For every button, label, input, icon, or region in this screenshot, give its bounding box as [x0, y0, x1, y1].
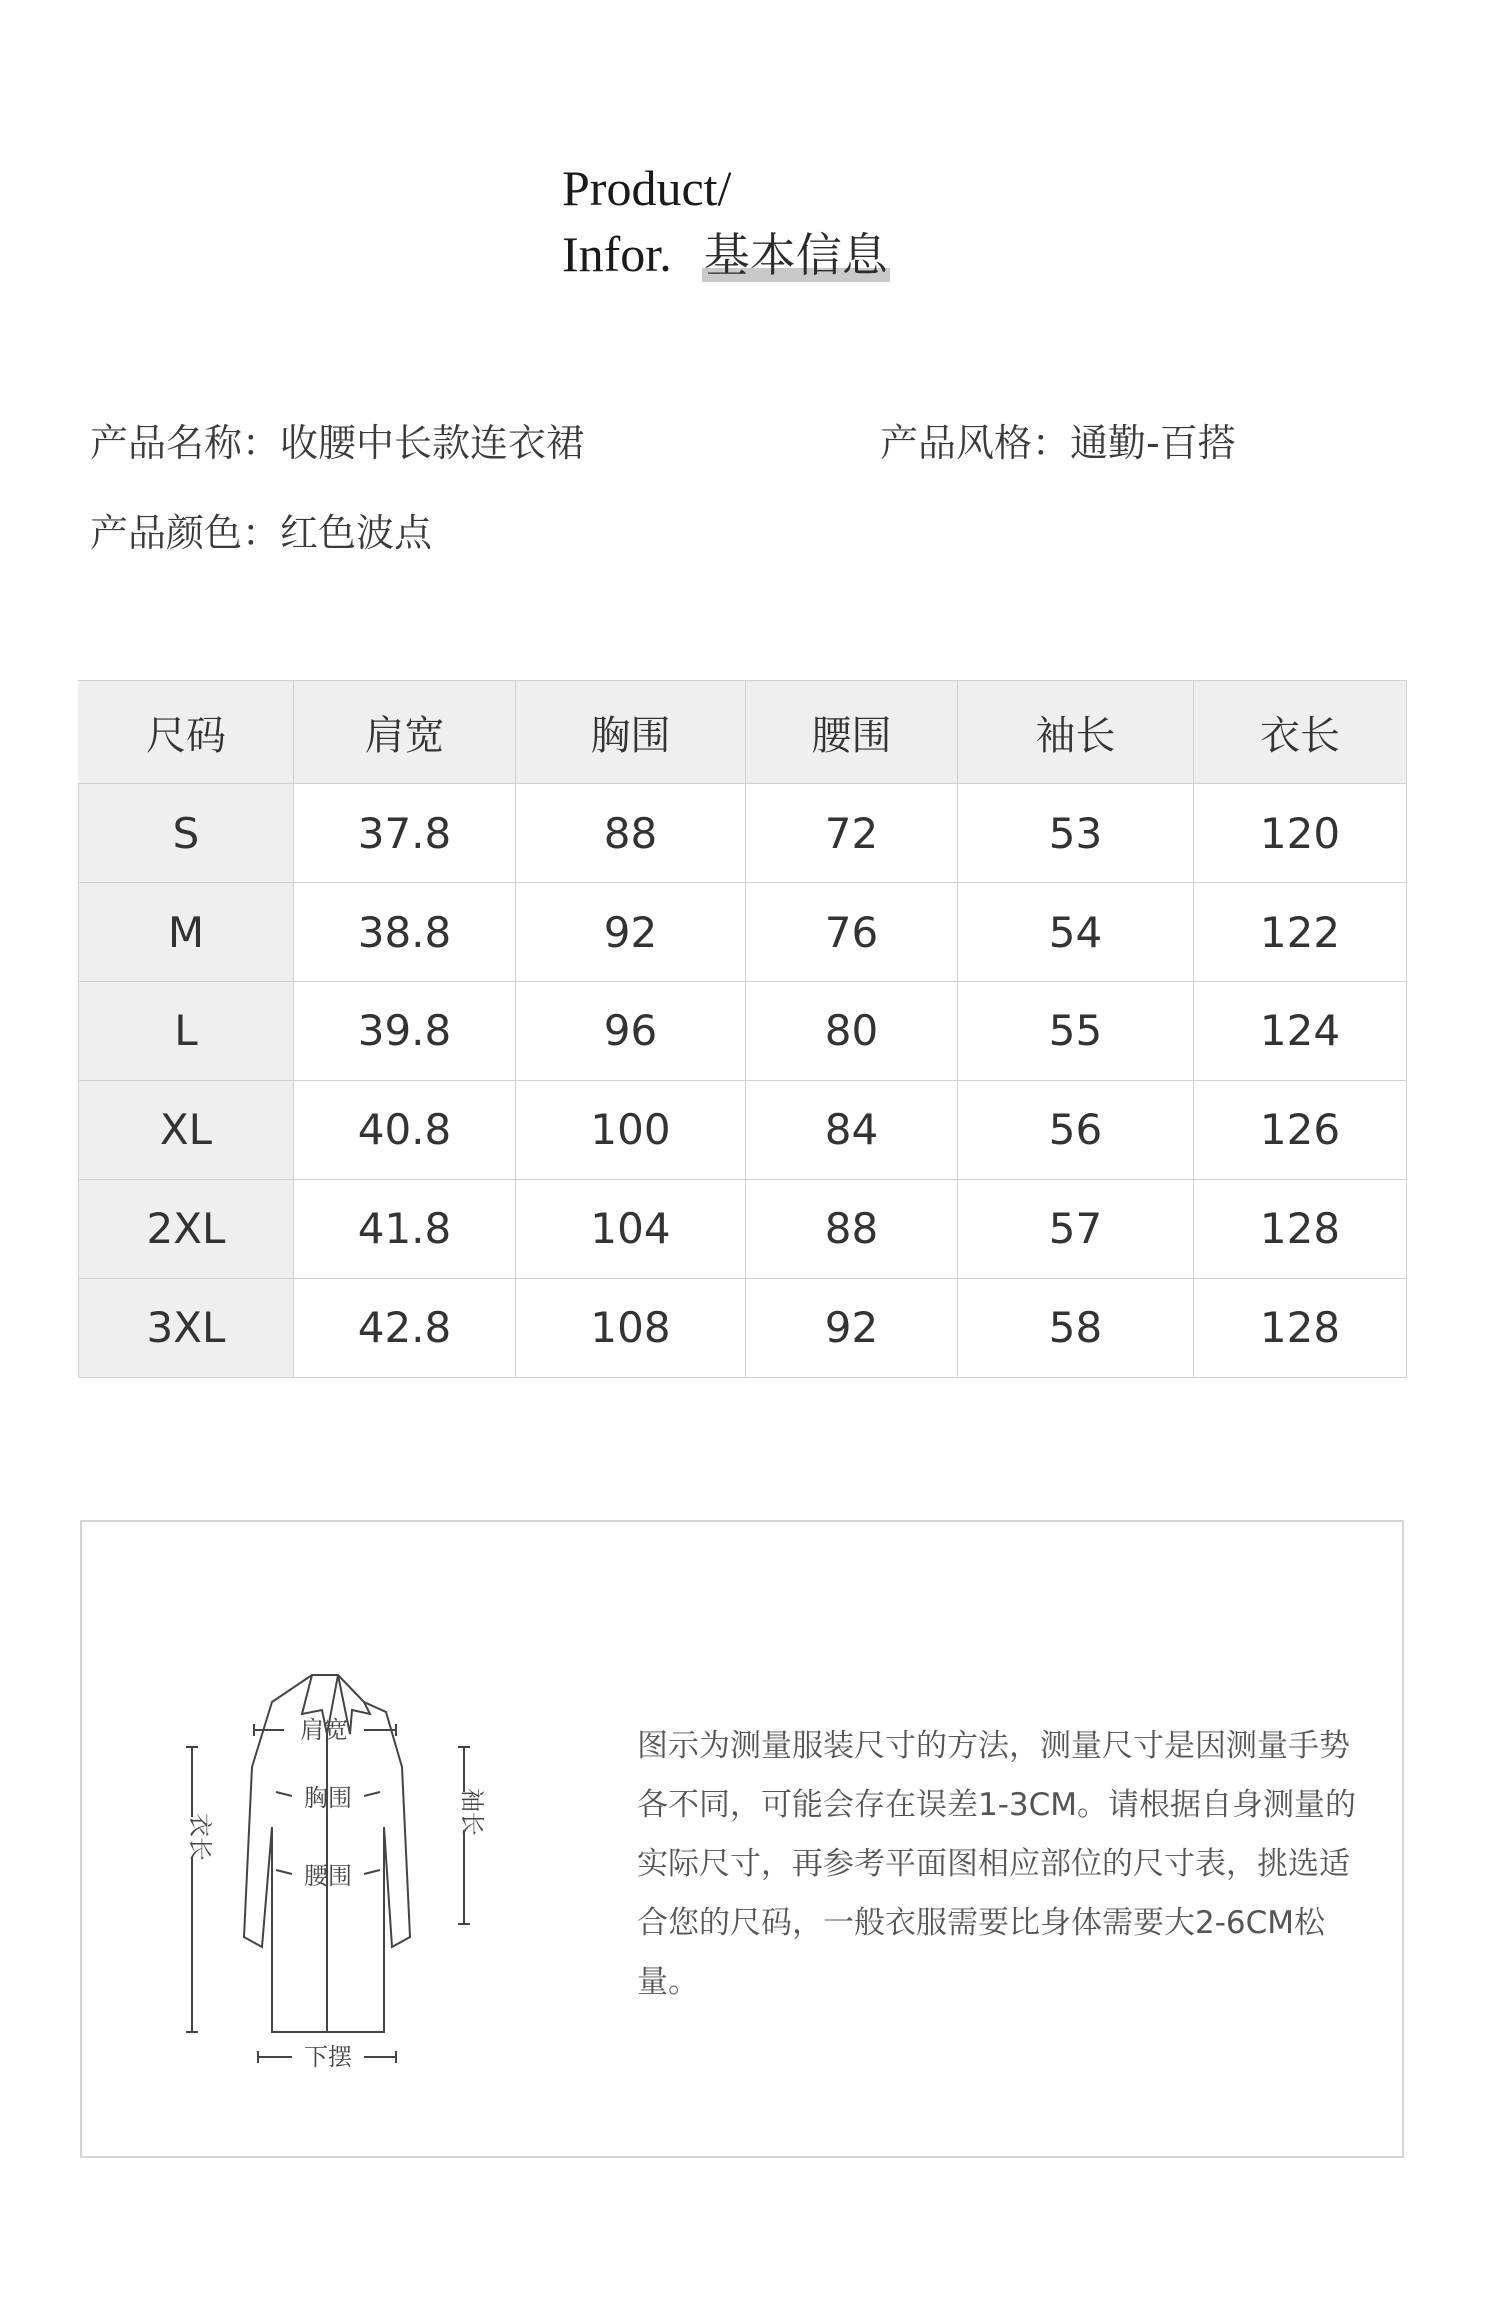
hem-measure [258, 2043, 396, 2071]
size-table [78, 680, 1407, 1378]
waist-measure [276, 1862, 380, 1890]
sleeve-label: 袖长 [458, 1788, 486, 1836]
size-cell: M [79, 883, 294, 982]
chest-cell: 88 [516, 784, 746, 883]
size-cell: 2XL [79, 1179, 294, 1278]
length-label: 衣长 [186, 1813, 214, 1861]
waist-cell: 84 [746, 1080, 958, 1179]
coat-outline [244, 1675, 410, 2032]
shoulder-cell: 37.8 [294, 784, 516, 883]
table-header-row [79, 681, 1407, 784]
waist-cell: 88 [746, 1179, 958, 1278]
waist-cell: 92 [746, 1278, 958, 1377]
shoulder-label: 肩宽 [300, 1716, 348, 1744]
sleeve-cell: 54 [958, 883, 1194, 982]
chest-label: 胸围 [304, 1784, 352, 1812]
table-row [79, 1179, 1407, 1278]
sleeve-cell: 53 [958, 784, 1194, 883]
garment-diagram [152, 1612, 512, 2082]
chest-measure [276, 1784, 380, 1812]
length-cell: 122 [1194, 883, 1407, 982]
sleeve-measure [458, 1747, 486, 1924]
product-style-row [880, 412, 1236, 467]
shoulder-cell: 39.8 [294, 982, 516, 1081]
size-cell: S [79, 784, 294, 883]
waist-cell: 80 [746, 982, 958, 1081]
waist-label: 腰围 [304, 1862, 352, 1890]
table-row [79, 982, 1407, 1081]
length-cell: 124 [1194, 982, 1407, 1081]
table-row [79, 784, 1407, 883]
product-name-label: 产品名称： [90, 421, 281, 465]
product-color-value: 红色波点 [280, 511, 433, 555]
header-length: 衣长 [1194, 681, 1407, 784]
waist-cell: 76 [746, 883, 958, 982]
waist-cell: 72 [746, 784, 958, 883]
length-cell: 126 [1194, 1080, 1407, 1179]
header-waist: 腰围 [746, 681, 958, 784]
size-cell: L [79, 982, 294, 1081]
length-measure [186, 1747, 214, 2032]
shoulder-cell: 41.8 [294, 1179, 516, 1278]
product-style-value: 通勤-百搭 [1070, 421, 1236, 465]
chest-cell: 92 [516, 883, 746, 982]
length-cell: 128 [1194, 1278, 1407, 1377]
product-style-label: 产品风格： [880, 421, 1071, 465]
sleeve-cell: 57 [958, 1179, 1194, 1278]
product-color-label: 产品颜色： [90, 511, 281, 555]
size-cell: XL [79, 1080, 294, 1179]
table-row [79, 883, 1407, 982]
length-cell: 120 [1194, 784, 1407, 883]
sleeve-cell: 58 [958, 1278, 1194, 1377]
header-chest: 胸围 [516, 681, 746, 784]
page-title [562, 155, 890, 288]
chest-cell: 104 [516, 1179, 746, 1278]
title-cn: 基本信息 [703, 228, 888, 282]
size-cell: 3XL [79, 1278, 294, 1377]
chest-cell: 100 [516, 1080, 746, 1179]
measurement-guide [80, 1520, 1404, 2158]
title-en-line2: Infor. [562, 226, 672, 282]
chest-cell: 96 [516, 982, 746, 1081]
header-shoulder: 肩宽 [294, 681, 516, 784]
product-name-value: 收腰中长款连衣裙 [280, 421, 585, 465]
product-color-row [90, 502, 432, 557]
product-name-row [90, 412, 584, 467]
title-line2 [562, 221, 890, 288]
shoulder-cell: 42.8 [294, 1278, 516, 1377]
shoulder-cell: 40.8 [294, 1080, 516, 1179]
hem-label: 下摆 [304, 2043, 352, 2071]
table-row [79, 1278, 1407, 1377]
length-cell: 128 [1194, 1179, 1407, 1278]
table-row [79, 1080, 1407, 1179]
measurement-note: 图示为测量服装尺寸的方法，测量尺寸是因测量手势各不同，可能会存在误差1-3CM。请根据自身测量的实际尺寸，再参考平面图相应部位的尺寸表，挑选适合您的尺码，一般衣服需要比身体需要大2-6CM松量。 [637, 1728, 1357, 2000]
header-sleeve: 袖长 [958, 681, 1194, 784]
chest-cell: 108 [516, 1278, 746, 1377]
sleeve-cell: 56 [958, 1080, 1194, 1179]
header-size: 尺码 [79, 681, 294, 784]
title-en-line1: Product/ [562, 160, 732, 216]
sleeve-cell: 55 [958, 982, 1194, 1081]
shoulder-cell: 38.8 [294, 883, 516, 982]
